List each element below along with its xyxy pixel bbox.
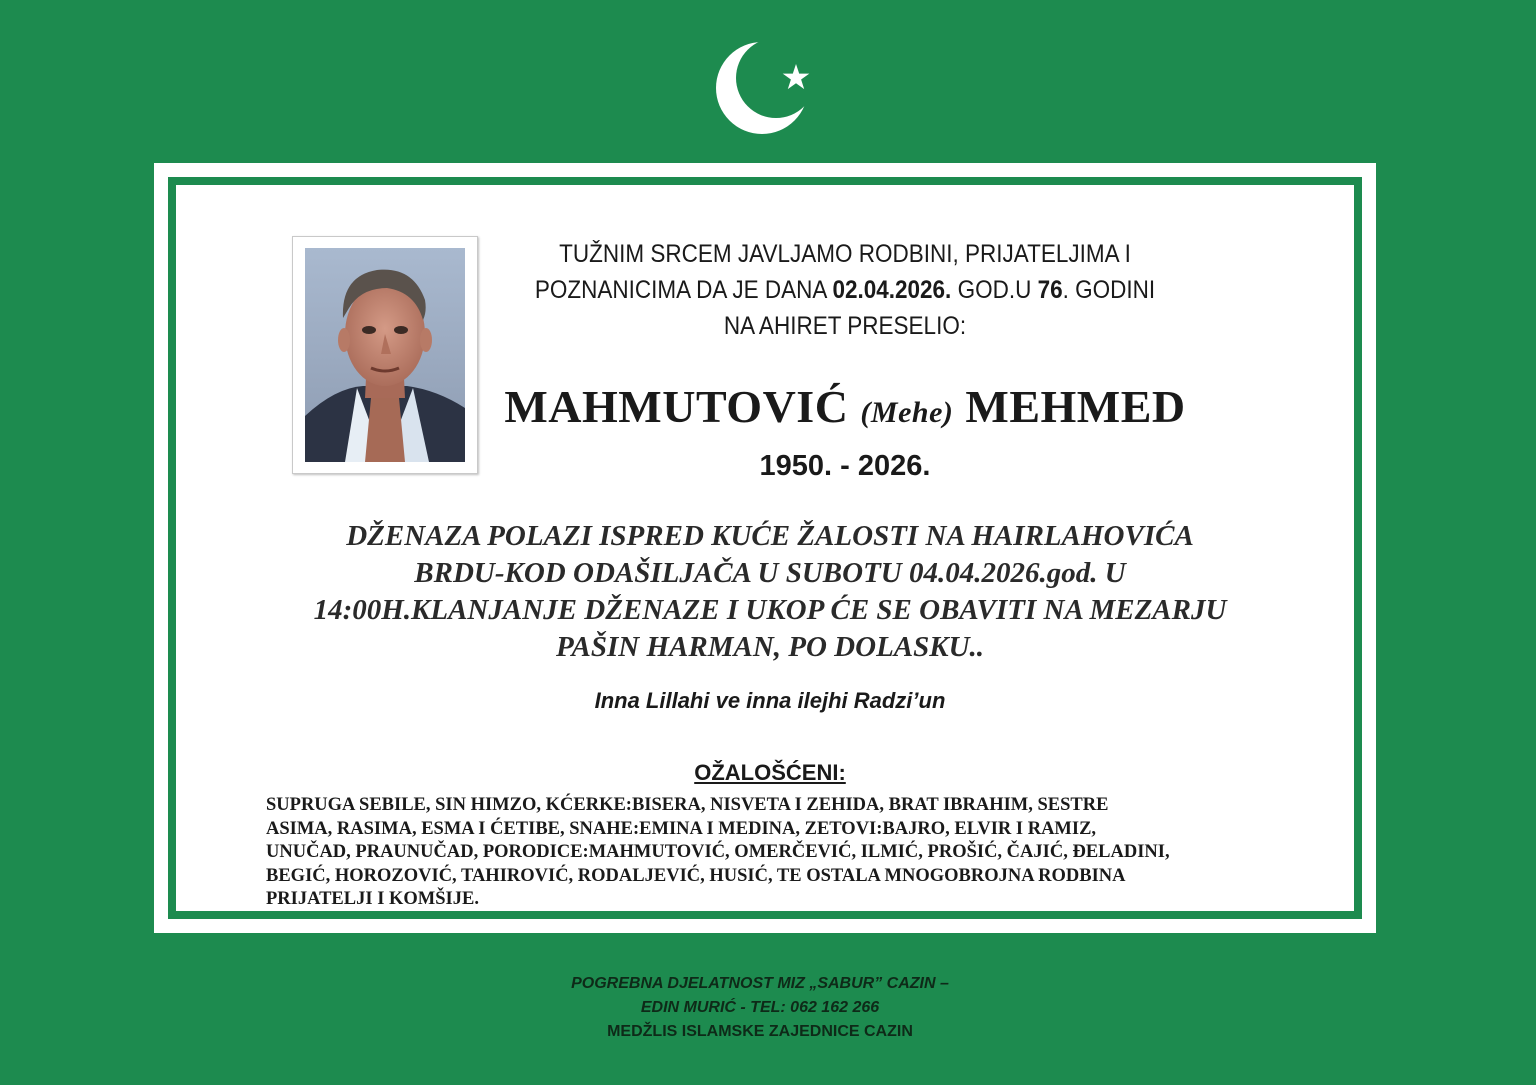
funeral-home-footer bbox=[420, 972, 1100, 1044]
age: 76 bbox=[1037, 276, 1063, 304]
footer-line-3: MEDŽLIS ISLAMSKE ZAJEDNICE CAZIN bbox=[607, 1023, 913, 1040]
footer-line-2: EDIN MURIĆ - TEL: 062 162 266 bbox=[640, 999, 880, 1016]
given-name: MEHMED bbox=[965, 381, 1186, 432]
announcement-line-1: TUŽNIM SRCEM JAVLJAMO RODBINI, PRIJATELJIMA I bbox=[559, 240, 1131, 268]
funeral-line: BRDU-KOD ODAŠILJAČA U SUBOTU 04.04.2026.god. U bbox=[414, 557, 1126, 589]
announcement-line-2-start: POZNANICIMA DA JE DANA bbox=[534, 276, 833, 304]
funeral-line: PAŠIN HARMAN, PO DOLASKU.. bbox=[555, 631, 985, 663]
portrait-image bbox=[305, 248, 465, 462]
mourners-line: UNUČAD, PRAUNUČAD, PORODICE:MAHMUTOVIĆ, OMERČEVIĆ, ILMIĆ, PROŠIĆ, ČAJIĆ, ĐELADINI, bbox=[266, 842, 1170, 862]
prayer-text: Inna Lillahi ve inna ilejhi Radzi’un bbox=[594, 688, 946, 713]
funeral-line: DŽENAZA POLAZI ISPRED KUĆE ŽALOSTI NA HAIRLAHOVIĆA bbox=[346, 520, 1194, 552]
crescent-star-icon bbox=[712, 36, 816, 140]
mourners-title: OŽALOŠĆENI: bbox=[694, 760, 846, 785]
announcement-line-2 bbox=[508, 272, 1183, 308]
surname: MAHMUTOVIĆ bbox=[504, 381, 849, 432]
mourners-line: ASIMA, RASIMA, ESMA I ĆETIBE, SNAHE:EMINA I MEDINA, ZETOVI:BAJRO, ELVIR I RAMIZ, bbox=[266, 818, 1097, 839]
funeral-line: 14:00H.KLANJANJE DŽENAZE I UKOP ĆE SE OBAVITI NA MEZARJU bbox=[313, 594, 1227, 626]
announcement-line-2-mid: GOD.U bbox=[951, 276, 1038, 304]
funeral-details bbox=[250, 518, 1290, 666]
announcement-text bbox=[508, 236, 1183, 344]
portrait-photo bbox=[292, 236, 478, 474]
announcement-line-2-end: . GODINI bbox=[1062, 276, 1156, 304]
mourners-line: SUPRUGA SEBILE, SIN HIMZO, KĆERKE:BISERA, NISVETA I ZEHIDA, BRAT IBRAHIM, SESTRE bbox=[266, 795, 1109, 815]
mourners-list bbox=[266, 794, 1276, 912]
date-of-death: 02.04.2026. bbox=[832, 276, 952, 304]
nickname: (Mehe) bbox=[860, 396, 954, 429]
footer-line-1: POGREBNA DJELATNOST MIZ „SABUR” CAZIN – bbox=[571, 975, 949, 992]
announcement-line-3: NA AHIRET PRESELIO: bbox=[723, 312, 967, 340]
deceased-name bbox=[470, 380, 1220, 433]
mourners-line: BEGIĆ, HOROZOVIĆ, TAHIROVIĆ, RODALJEVIĆ, HUSIĆ, TE OSTALA MNOGOBROJNA RODBINA bbox=[266, 865, 1126, 886]
mourners-line: PRIJATELJI I KOMŠIJE. bbox=[266, 889, 479, 909]
life-years: 1950. - 2026. bbox=[759, 450, 931, 482]
